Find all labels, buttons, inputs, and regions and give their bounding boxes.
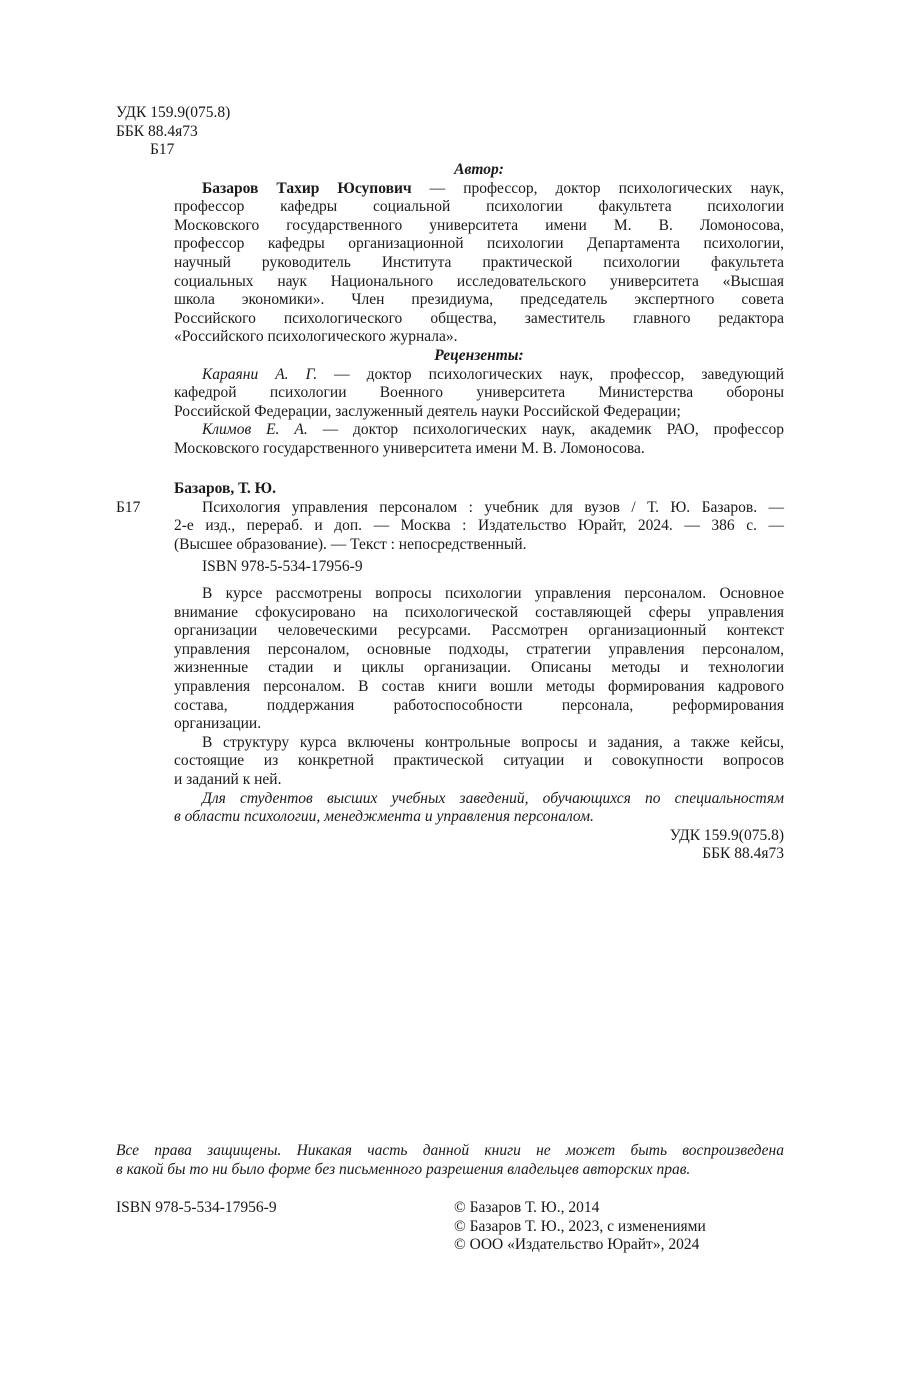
bib-isbn: ISBN 978-5-534-17956-9 (202, 558, 363, 576)
bibliographic-record (174, 480, 784, 577)
author-mark: Б17 (150, 141, 175, 159)
copyright-line: © Базаров Т. Ю., 2023, с изменениями (454, 1217, 706, 1235)
reviewer1-line-1: кафедрой психологии Военного университета Министерства обороны (174, 384, 784, 402)
author-line-0: Базаров Тахир Юсупович — профессор, доктор психологических наук, (202, 179, 784, 197)
rights-line: в какой бы то ни было форме без письменного разрешения владельцев авторских прав. (116, 1160, 691, 1178)
audience-line: в области психологии, менеджмента и управления персоналом. (174, 808, 594, 826)
abstract (174, 585, 784, 864)
classification-block (116, 104, 230, 160)
udk-code: УДК 159.9(075.8) (116, 104, 231, 121)
author-line-4: научный руководитель Института практической психологии факультета (174, 253, 784, 271)
abstract-p1-line: В курсе рассмотрены вопросы психологии управления персоналом. Основное (202, 585, 784, 602)
copyright-line: © ООО «Издательство Юрайт», 2024 (454, 1236, 700, 1254)
abstract-p1-line: управления персоналом. В состав книги вошли методы формирования кадрового (174, 677, 784, 695)
rights-notice (116, 1142, 784, 1179)
abstract-p1-line: организации. (174, 715, 262, 733)
abstract-p1-line: внимание сфокусировано на психологической составляющей сферы управления (174, 603, 784, 621)
bib-author-heading: Базаров, Т. Ю. (174, 480, 276, 497)
abstract-bbk: ББК 88.4я73 (702, 845, 784, 863)
bbk-code: ББК 88.4я73 (116, 122, 198, 140)
author-line-1: профессор кафедры социальной психологии факультета психологии (174, 198, 784, 216)
abstract-udk: УДК 159.9(075.8) (669, 826, 784, 844)
author-heading: Автор: (454, 161, 504, 178)
reviewers-heading: Рецензенты: (434, 346, 524, 364)
reviewer1-line-2: Российской Федерации, заслуженный деятель науки Российской Федерации; (174, 402, 681, 420)
author-line-8: «Российского психологического журнала». (174, 328, 458, 346)
reviewer1-line-0: Караяни А. Г. — доктор психологических наук, профессор, заведующий (202, 365, 784, 383)
abstract-p2-line: и заданий к ней. (174, 770, 282, 788)
bib-line-2: (Высшее образование). — Текст : непосредственный. (174, 535, 527, 553)
reviewer1-name: Караяни А. Г. (202, 365, 318, 383)
abstract-p1-line: организации человеческими ресурсами. Рассмотрен организационный контекст (174, 622, 784, 640)
reviewer2-line-0: Климов Е. А. — доктор психологических наук, академик РАО, профессор (202, 421, 784, 439)
audience-line: Для студентов высших учебных заведений, обучающихся по специальностям (202, 789, 784, 807)
copyright-block (454, 1199, 706, 1255)
bib-line-0: Психология управления персоналом : учебник для вузов / Т. Ю. Базаров. — (202, 498, 784, 516)
footer-isbn: ISBN 978-5-534-17956-9 (116, 1199, 277, 1216)
author-line-2: Московского государственного университета имени М. В. Ломоносова, (174, 216, 784, 234)
author-line-7: Российского психологического общества, заместитель главного редактора (174, 309, 784, 327)
bib-line-1: 2-е изд., перераб. и доп. — Москва : Издательство Юрайт, 2024. — 386 с. — (174, 517, 784, 535)
author-name: Базаров Тахир Юсупович (202, 179, 412, 197)
copyright-line: © Базаров Т. Ю., 2014 (454, 1199, 600, 1216)
abstract-p1-line: состава, поддержания работоспособности персонала, реформирования (174, 696, 784, 714)
author-line-5: социальных наук Национального исследовательского университета «Высшая (174, 272, 784, 290)
author-line-6: школа экономики». Член президиума, председатель экспертного совета (174, 291, 784, 309)
abstract-p1-line: жизненные стадии и циклы организации. Описаны методы и технологии (174, 659, 784, 677)
author-section (174, 161, 784, 459)
abstract-p1-line: управления персоналом, основные подходы, стратегии управления персоналом, (174, 640, 784, 658)
rights-line: Все права защищены. Никакая часть данной книги не может быть воспроизведена (116, 1142, 784, 1159)
abstract-p2-line: состоящие из конкретной практической ситуации и совокупности вопросов (174, 752, 784, 770)
reviewer2-name: Климов Е. А. (202, 421, 308, 439)
abstract-p2-line: В структуру курса включены контрольные вопросы и задания, а также кейсы, (202, 733, 784, 751)
reviewer2-line-1: Московского государственного университета имени М. В. Ломоносова. (174, 439, 645, 457)
author-line-3: профессор кафедры организационной психологии Департамента психологии, (174, 235, 784, 253)
bib-mark: Б17 (116, 499, 141, 516)
